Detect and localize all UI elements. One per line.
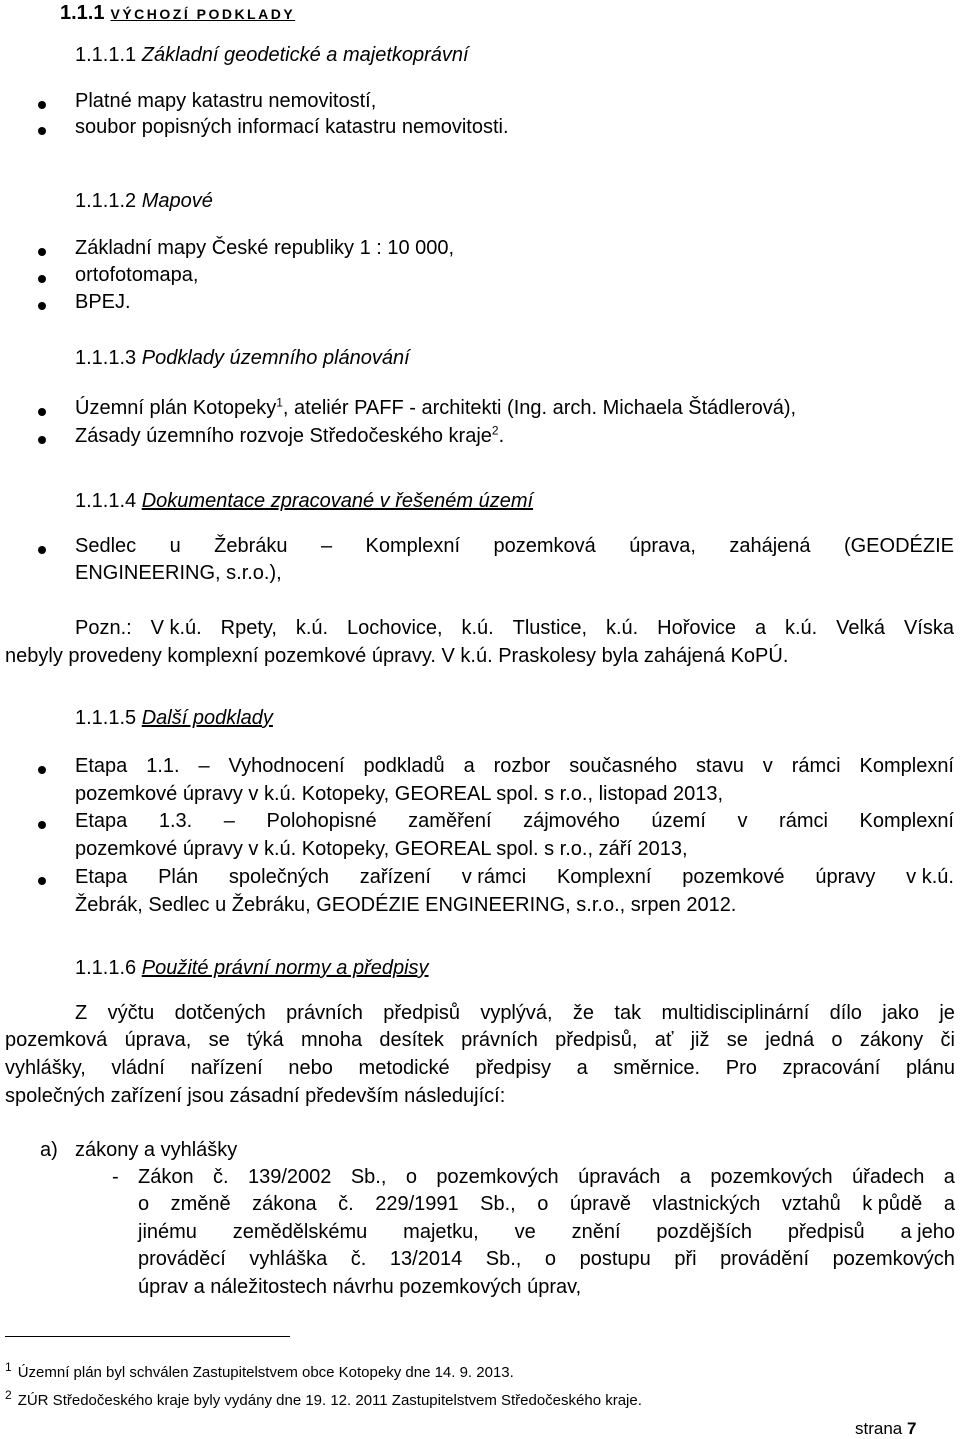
word: předpisů	[787, 1221, 865, 1243]
word: Víska	[903, 617, 954, 639]
word: Další podklady	[141, 707, 273, 729]
word: území	[651, 810, 706, 832]
word: společných	[228, 866, 329, 888]
word: se	[726, 1029, 748, 1051]
word: Etapa	[75, 866, 128, 888]
word: metodické	[358, 1057, 450, 1079]
word: zaměření	[408, 810, 492, 832]
word: již	[690, 1029, 710, 1051]
word: Sb.,	[350, 1166, 387, 1188]
paragraph-line: společných zařízení jsou zásadní především následující:	[5, 1085, 506, 1107]
word: Lochovice,	[346, 617, 443, 639]
word: multidisciplinární	[661, 1002, 810, 1024]
justified-line	[75, 535, 954, 558]
word: směrnice.	[613, 1057, 701, 1079]
word: vládní	[111, 1057, 165, 1079]
word: strana	[855, 1419, 903, 1438]
section-heading-1	[75, 44, 469, 67]
word: Zásady územního rozvoje Středočeského kraje	[75, 425, 492, 447]
word: zpracování	[782, 1057, 881, 1079]
word: pozemkové	[682, 866, 785, 888]
word: a	[754, 617, 767, 639]
word: předpisů,	[555, 1029, 638, 1051]
footnote-ref: 1	[276, 395, 283, 410]
word: výčtu	[107, 1002, 155, 1024]
word: Rpety,	[220, 617, 277, 639]
list-label: a)	[40, 1139, 58, 1161]
footnote-separator	[5, 1336, 290, 1337]
word: vztahů	[781, 1193, 841, 1215]
word: Etapa	[75, 810, 128, 832]
word: 2	[5, 1388, 12, 1402]
section-heading-5	[75, 707, 273, 730]
word: předpisů	[383, 1002, 460, 1024]
word: pozdějších	[656, 1221, 753, 1243]
word: Komplexní	[365, 535, 461, 557]
list-item: zákony a vyhlášky	[75, 1139, 238, 1161]
bullet-icon	[38, 248, 46, 256]
word: právních	[286, 1002, 363, 1024]
word: 1.1.1.6	[75, 957, 137, 979]
word: Žebráku	[214, 535, 288, 557]
word: zahájená	[729, 535, 811, 557]
word: zemědělskému	[232, 1221, 368, 1243]
word: že	[572, 1002, 595, 1024]
justified-line	[75, 866, 954, 889]
word: (GEODÉZIE	[843, 535, 954, 557]
word: 1.1.1.1	[75, 44, 137, 66]
word: Sb.,	[480, 1193, 516, 1215]
bullet-icon	[38, 821, 46, 829]
list-item-continuation: Žebrák, Sedlec u Žebráku, GEODÉZIE ENGINEERING, s.r.o., srpen 2012.	[75, 894, 737, 916]
word: jinému	[138, 1221, 197, 1243]
word: stavu	[696, 755, 744, 777]
bullet-icon	[38, 302, 46, 310]
word: k.ú.	[295, 617, 329, 639]
word: 1.1.1.2	[75, 190, 137, 212]
word: úpravy	[815, 866, 876, 888]
word: úpravách	[578, 1166, 661, 1188]
word: 1.1.1.4	[75, 490, 137, 512]
word: Sedlec	[75, 535, 137, 557]
word: úprava,	[629, 535, 696, 557]
bullet-icon	[38, 877, 46, 885]
word: k půdě	[862, 1193, 923, 1215]
word: a	[576, 1057, 588, 1079]
word: provádění	[720, 1248, 810, 1270]
word: Komplexní	[859, 810, 954, 832]
list-item-continuation: pozemkové úpravy v k.ú. Kotopeky, GEOREAL spol. s r.o., listopad 2013,	[75, 783, 724, 805]
word: je	[939, 1002, 955, 1024]
word: zákony	[859, 1029, 924, 1051]
word: Zákon	[138, 1166, 194, 1188]
word: rámci	[779, 810, 828, 832]
word: v	[762, 755, 773, 777]
word: při	[674, 1248, 697, 1270]
word: ZÚR Středočeského kraje byly vydány dne 19. 12. 2011 Zastupitelstvem Středočeského kraje.	[17, 1392, 642, 1409]
justified-line	[75, 755, 954, 778]
word: v	[737, 810, 748, 832]
footnote-ref: 2	[491, 423, 499, 438]
section-heading-6	[75, 957, 429, 980]
word: Dokumentace zpracované v řešeném území	[141, 490, 534, 512]
word: 139/2002	[248, 1166, 332, 1188]
law-line	[138, 1166, 955, 1189]
word: Základní geodetické a majetkoprávní	[141, 44, 469, 66]
word: Vyhodnocení	[228, 755, 345, 777]
word: týká	[246, 1029, 284, 1051]
bullet-icon	[38, 127, 46, 135]
word: o	[544, 1248, 557, 1270]
word: č.	[213, 1166, 229, 1188]
word: Sb.,	[485, 1248, 522, 1270]
word: postupu	[579, 1248, 651, 1270]
word: úprava,	[124, 1029, 192, 1051]
word: zákona	[252, 1193, 317, 1215]
word: jedná	[765, 1029, 815, 1051]
chapter-number: 1.1.1	[60, 2, 105, 24]
word: současného	[569, 755, 678, 777]
word: se	[208, 1029, 230, 1051]
word: zařízení	[359, 866, 431, 888]
word: pozemkových	[436, 1166, 559, 1188]
chapter-heading	[60, 2, 295, 25]
word: mnoha	[300, 1029, 363, 1051]
list-item-continuation: pozemkové úpravy v k.ú. Kotopeky, GEOREAL spol. s r.o., září 2013,	[75, 838, 688, 860]
word: ve	[514, 1221, 536, 1243]
word: Územní plán Kotopeky	[75, 397, 277, 419]
dash-marker: -	[112, 1166, 119, 1188]
word: Plán	[158, 866, 199, 888]
word: majetku,	[403, 1221, 479, 1243]
word: zájmového	[523, 810, 620, 832]
law-line: úprav a náležitostech návrhu pozemkových úprav,	[138, 1276, 582, 1298]
word: V k.ú.	[150, 617, 202, 639]
word: vyhlášky,	[5, 1057, 86, 1079]
section-heading-2	[75, 190, 213, 213]
word: pozemkových	[710, 1166, 833, 1188]
word: plánu	[906, 1057, 955, 1079]
word: k.ú.	[461, 617, 494, 639]
word: o	[405, 1166, 417, 1188]
word: 1.3.	[158, 810, 193, 832]
section-heading-3	[75, 347, 410, 370]
word: Mapové	[141, 190, 213, 212]
list-item: Základní mapy České republiky 1 : 10 000,	[75, 237, 455, 259]
word: či	[940, 1029, 955, 1051]
bullet-icon	[38, 408, 46, 416]
word: Pozn.:	[75, 617, 132, 639]
word: Velká	[836, 617, 886, 639]
word: znění	[571, 1221, 621, 1243]
law-line	[138, 1193, 955, 1216]
list-item: ortofotomapa,	[75, 264, 199, 286]
word: změně	[170, 1193, 231, 1215]
word: Komplexní	[859, 755, 954, 777]
word: v rámci	[461, 866, 527, 888]
section-heading-4	[75, 490, 533, 513]
bullet-icon	[38, 766, 46, 774]
word: úpravě	[569, 1193, 631, 1215]
chapter-title: VÝCHOZÍ PODKLADY	[110, 6, 296, 22]
word: 13/2014	[389, 1248, 463, 1270]
word: –	[223, 810, 235, 832]
justified-line	[75, 810, 954, 833]
note-line: nebyly provedeny komplexní pozemkové úpravy. V k.ú. Praskolesy byla zahájená KoPÚ.	[5, 645, 789, 667]
list-item: soubor popisných informací katastru nemovitosti.	[75, 116, 509, 138]
word: jako	[882, 1002, 919, 1024]
word: a	[943, 1166, 955, 1188]
word: u	[169, 535, 181, 557]
word: desítek	[379, 1029, 444, 1051]
paragraph-line	[75, 1002, 955, 1025]
list-item: BPEJ.	[75, 291, 131, 313]
word: rámci	[791, 755, 841, 777]
footnote-1	[5, 1360, 514, 1381]
word: nebo	[288, 1057, 333, 1079]
word: a	[679, 1166, 691, 1188]
word: v k.ú.	[906, 866, 954, 888]
word: Územní plán byl schválen Zastupitelstvem obce Kotopeky dne 14. 9. 2013.	[17, 1364, 514, 1381]
word: a	[943, 1193, 955, 1215]
list-item-continuation: ENGINEERING, s.r.o.),	[75, 562, 282, 584]
list-item	[75, 425, 504, 448]
word: ať	[654, 1029, 674, 1051]
word: předpisy	[475, 1057, 551, 1079]
word: Etapa	[75, 755, 128, 777]
word: k.ú.	[784, 617, 818, 639]
word: podkladů	[363, 755, 445, 777]
word: 1.1.1.5	[75, 707, 137, 729]
bullet-icon	[38, 101, 46, 109]
word: pozemkových	[832, 1248, 955, 1270]
word: č.	[338, 1193, 354, 1215]
word: 1.1.	[146, 755, 180, 777]
word: prováděcí	[138, 1248, 226, 1270]
word: 1.1.1.3	[75, 347, 137, 369]
word: nařízení	[190, 1057, 263, 1079]
word: o	[138, 1193, 150, 1215]
word: 7	[906, 1419, 917, 1438]
word: .	[498, 425, 505, 447]
word: 229/1991	[375, 1193, 459, 1215]
word: k.ú.	[606, 617, 639, 639]
note-line	[75, 617, 954, 640]
word: Použité právní normy a předpisy	[141, 957, 429, 979]
footnote-2	[5, 1388, 642, 1409]
word: úřadech	[852, 1166, 925, 1188]
page-number	[855, 1419, 916, 1439]
word: právních	[461, 1029, 538, 1051]
word: pozemková	[5, 1029, 108, 1051]
word: dotčených	[174, 1002, 266, 1024]
word: –	[320, 535, 333, 557]
word: , ateliér PAFF - architekti (Ing. arch. Michaela Štádlerová),	[282, 397, 797, 419]
word: Podklady územního plánování	[141, 347, 410, 369]
word: Polohopisné	[266, 810, 377, 832]
word: Z	[75, 1002, 88, 1024]
list-item	[75, 397, 796, 420]
word: o	[831, 1029, 843, 1051]
bullet-icon	[38, 546, 46, 554]
word: tak	[614, 1002, 642, 1024]
word: Tlustice,	[512, 617, 588, 639]
word: dílo	[829, 1002, 862, 1024]
word: vlastnických	[652, 1193, 761, 1215]
paragraph-line	[5, 1057, 955, 1080]
word: vyhláška	[249, 1248, 328, 1270]
word: rozbor	[493, 755, 551, 777]
law-line	[138, 1248, 955, 1271]
word: –	[198, 755, 210, 777]
word: vyplývá,	[480, 1002, 553, 1024]
word: a jeho	[900, 1221, 955, 1243]
word: Pro	[725, 1057, 757, 1079]
word: Hořovice	[657, 617, 737, 639]
word: pozemková	[493, 535, 596, 557]
word: 1	[5, 1360, 12, 1374]
paragraph-line	[5, 1029, 955, 1052]
bullet-icon	[38, 275, 46, 283]
law-line	[138, 1221, 955, 1244]
word: a	[463, 755, 475, 777]
word: o	[537, 1193, 549, 1215]
word: č.	[350, 1248, 367, 1270]
bullet-icon	[38, 436, 46, 444]
word: Komplexní	[556, 866, 652, 888]
list-item: Platné mapy katastru nemovitostí,	[75, 90, 377, 112]
